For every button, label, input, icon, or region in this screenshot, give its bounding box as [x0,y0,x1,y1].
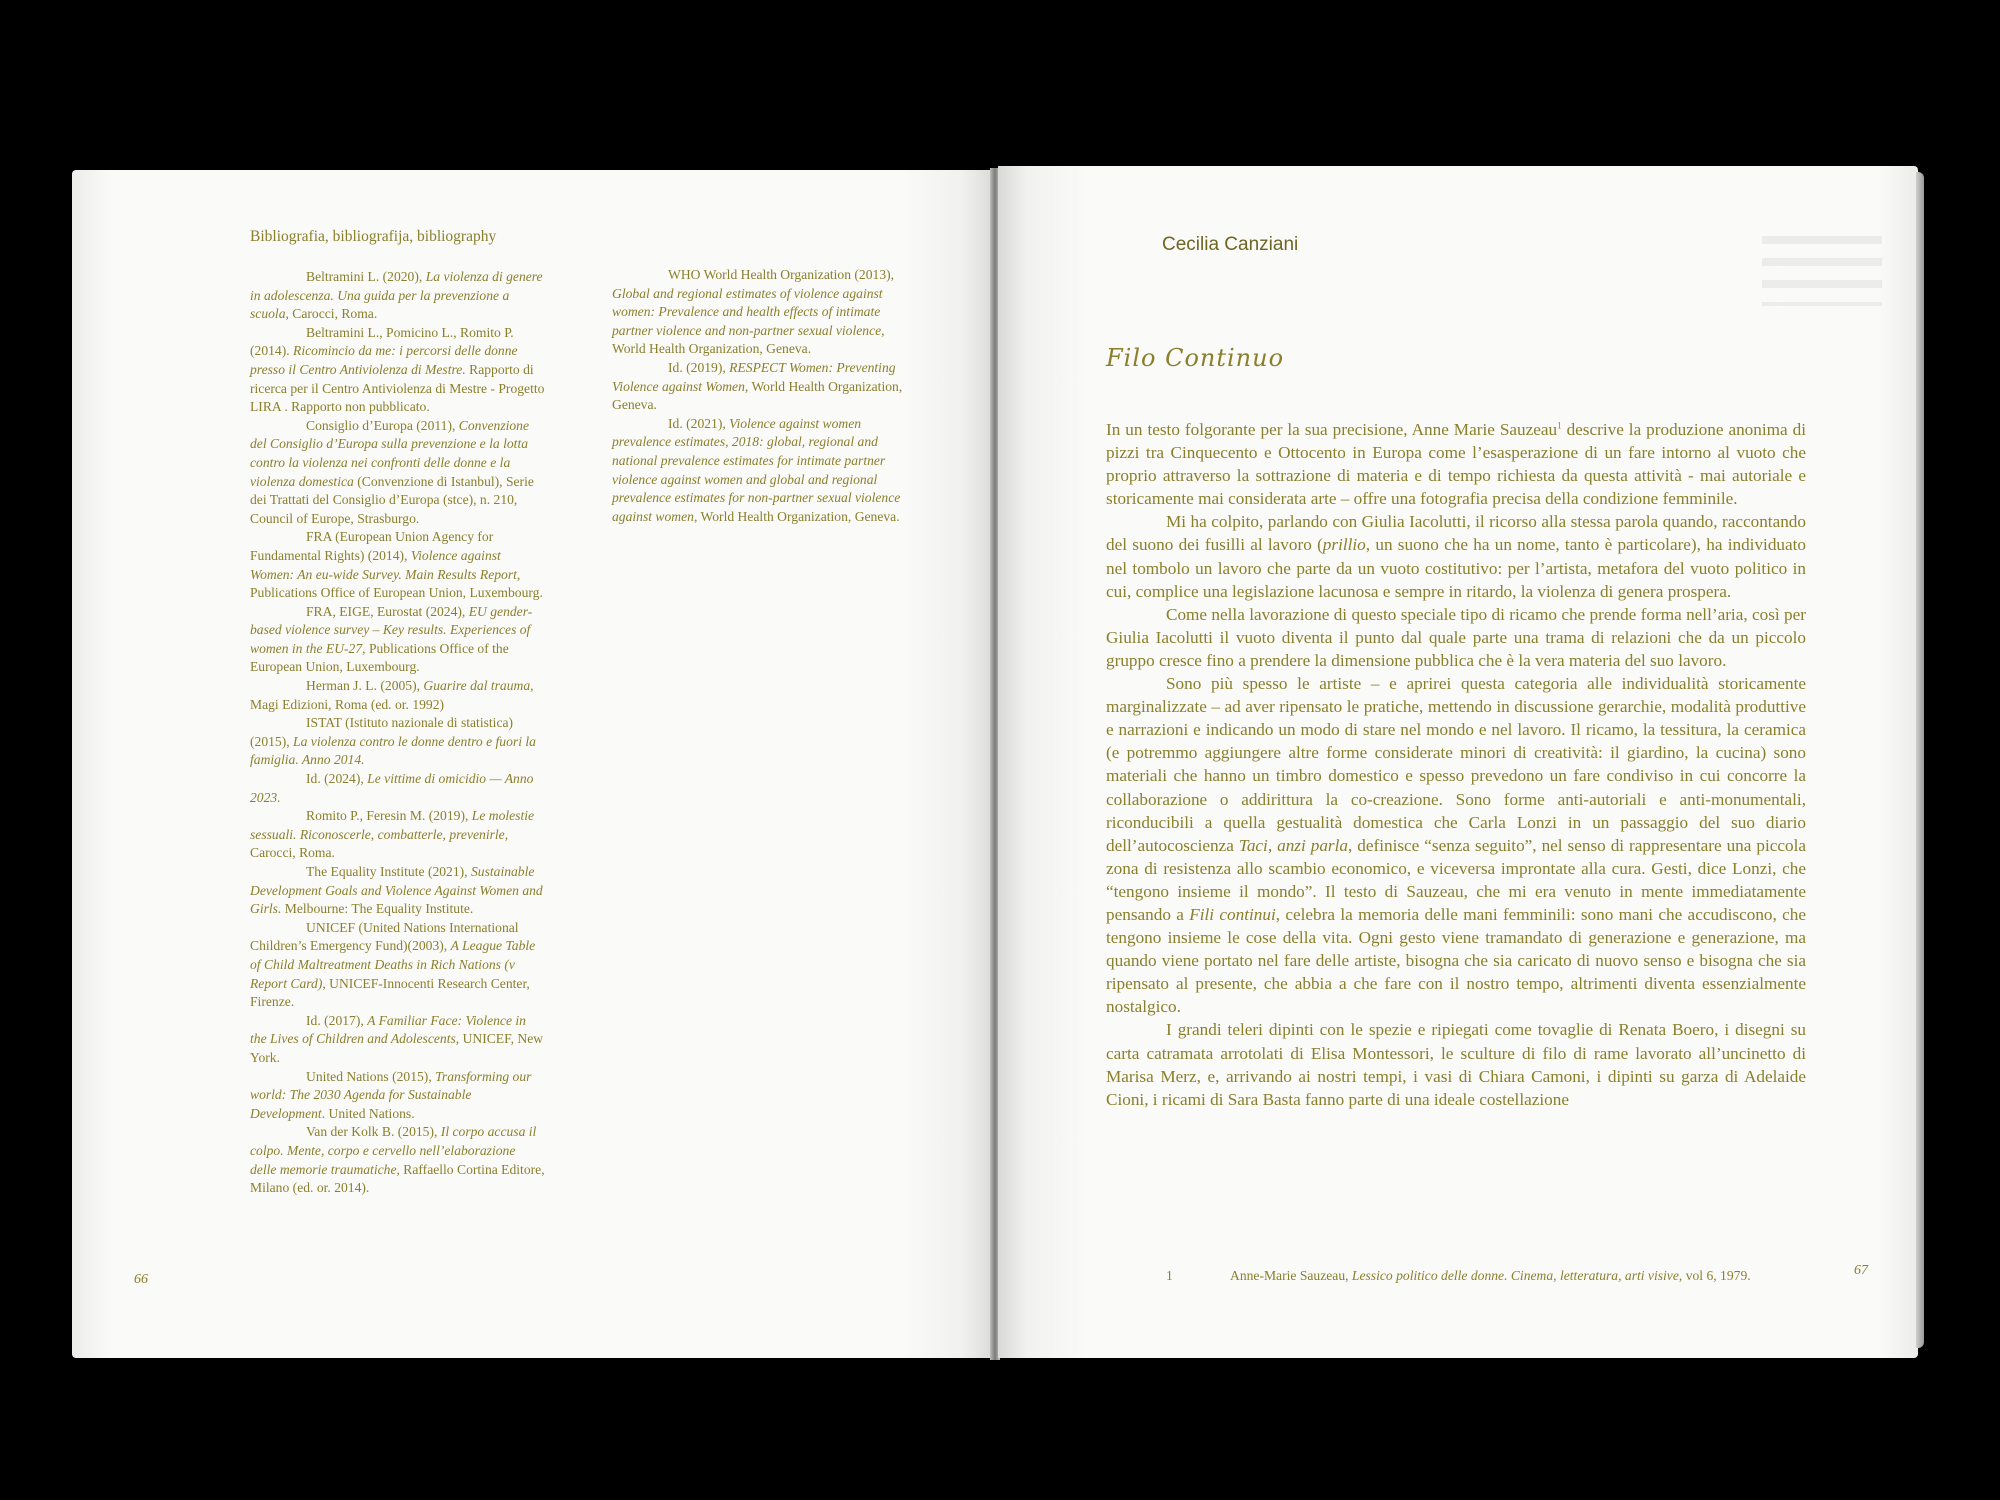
paragraph-text: I grandi teleri dipinti con le spezie e ripiegati come tovaglie di Renata Boero, i disegni su carta catramata arrotolati di Elisa Montessori, le sculture di filo di rame lavorato all’uncinetto di Marisa Merz, e, arrivando ai nostri tempi, i vasi di Chiara Camoni, i dipinti su garza di Adelaide Cioni, i ricami di Sara Basta fanno parte di una ideale costellazione [1106,1020,1806,1109]
bib-publisher: , Carocci, Roma. [285,306,378,322]
bib-author: Id. (2021), [668,415,730,431]
bib-publisher: , Magi Edizioni, Roma (ed. or. 1992) [250,678,534,712]
paragraph-text: In un testo folgorante per la sua precisione, Anne Marie Sauzeau [1106,420,1558,439]
bib-publisher: , Publications Office of the European Union, Luxembourg. [250,640,509,675]
bib-author: Van der Kolk B. (2015), [306,1124,441,1140]
bibliography-column-2 [612,266,907,526]
paragraph-text: Come nella lavorazione di questo speciale tipo di ricamo che prende forma nell’aria, così per Giulia Iacolutti il vuoto diventa il punto dal quale parte una trama di relazioni che da un piccolo gruppo cresce fino a prendere la dimensione pubblica che è la vera materia del suo lavoro. [1106,604,1806,670]
footnote-text-before: Anne-Marie Sauzeau, [1230,1268,1352,1283]
bib-publisher: , Publications Office of European Union, Luxembourg. [250,566,543,601]
bibliography-entry [250,1123,545,1197]
bib-author: United Nations (2015), [306,1068,436,1084]
bib-title: Violence against women prevalence estimates, 2018: global, regional and national prevalence estimates for intimate partner violence against women and global and regional prevalence estimates for non-partner sexual violence against women [612,415,901,524]
bib-publisher: , UNICEF, New York. [250,1031,544,1065]
bibliography-entry [250,770,545,807]
bib-title: Ricomincio da me: i percorsi delle donne presso il Centro Antiviolenza di Mestre. [250,343,518,377]
footnote-text-after: , vol 6, 1979. [1678,1268,1751,1283]
bib-title: Transforming our world: The 2030 Agenda for Sustainable Development [250,1068,532,1121]
bib-author: FRA, EIGE, Eurostat (2024), [306,603,469,619]
bib-publisher: Rapporto di ricerca per il Centro Antiviolenza di Mestre - Progetto LIRA . Rapporto non pubblicato. [250,361,545,415]
running-head: Bibliografia, bibliografija, bibliography [250,228,497,245]
bib-author: WHO World Health Organization (2013), [668,267,895,282]
paragraph-text: , un suono che ha un nome, tanto è particolare), ha individuato nel tombolo un lavoro che parte da un vuoto costitutivo: per l’artista, metafora del vuoto politico in cui, complice una legislazione lacunosa e sempre in ritardo, la violenza di genera prospera. [1106,535,1806,601]
article-paragraph [1106,672,1806,1018]
bib-title: La violenza di genere in adolescenza. Una guida per la prevenzione a scuola [250,269,543,322]
bibliography-entry [612,359,907,415]
bib-publisher: . United Nations. [321,1105,415,1121]
bib-publisher: , World Health Organization, Geneva. [612,322,885,357]
bib-title: A Familiar Face: Violence in the Lives of Children and Adolescents [250,1012,526,1047]
bibliography-entry [250,1012,545,1068]
bibliography-entry [612,415,907,527]
bibliography-entry [250,863,545,919]
bib-publisher: , World Health Organization, Geneva. [612,378,903,413]
left-page [72,170,992,1358]
bib-author: UNICEF (United Nations International Children’s Emergency Fund)(2003), [250,919,519,954]
bib-publisher: , World Health Organization, Geneva. [693,508,900,524]
bib-author: Id. (2024), [306,771,368,787]
bib-title: Il corpo accusa il colpo. Mente, corpo e cervello nell’elaborazione delle memorie traumatiche [250,1124,537,1177]
paragraph-text: , definisce “senza seguito”, nel senso di rappresentare una piccola zona di resistenza allo scambio economico, e viceversa improntate alla cura. Gesti, dice Lonzi, che “tengono insieme il mondo”. Il testo di Sauzeau, che mi era venuto in mente immediatamente pensando a [1106,835,1807,924]
bib-title: Le molestie sessuali. Riconoscerle, combatterle, prevenirle [250,808,535,842]
show-through-text [1762,236,1882,306]
footnote-number: 1 [1166,1268,1173,1283]
bib-author: The Equality Institute (2021), [306,864,471,879]
bibliography-entry [250,919,545,1012]
italic-title: prillio [1322,535,1366,555]
page-edge [1916,172,1924,1348]
bib-title: La violenza contro le donne dentro e fuori la famiglia. Anno 2014. [250,733,536,768]
bibliography-entry [250,1068,545,1124]
bib-author: Id. (2017), [306,1012,368,1028]
bibliography-entry [250,324,545,417]
bib-author: FRA (European Union Agency for Fundamental Rights) (2014), [250,529,494,563]
bib-author: Herman J. L. (2005), [306,678,424,694]
bibliography-entry [250,603,545,677]
footnote-title: Lessico politico delle donne. Cinema, letteratura, arti visive [1351,1268,1679,1283]
italic-title: Taci, anzi parla [1238,835,1348,855]
paragraph-text: descrive la produzione anonima di pizzi tra Cinquecento e Ottocento in Europa come l’esasperazione di un fare intorno al vuoto che proprio attraverso la sottrazione di materia e di tempo richiesta da questa attività - mai autoriale e storicamente mai considerata arte – offre una fotografia precisa della condizione femminile. [1106,420,1806,509]
italic-title: Fili continui [1189,904,1276,924]
paragraph-text: Mi ha colpito, parlando con Giulia Iacolutti, il ricorso alla stessa parola quando, raccontando del suono dei fusilli al lavoro ( [1106,512,1806,555]
bib-author: Consiglio d’Europa (2011), [306,417,459,433]
article-body [1106,418,1806,1111]
bib-title: A League Table of Child Maltreatment Deaths in Rich Nations (v Report Card) [250,938,536,991]
bibliography-entry [250,677,545,714]
bib-author: Id. (2019), [668,359,730,375]
bib-title: Sustainable Development Goals and Violence Against Women and Girls. [250,864,543,917]
bib-title: Violence against Women: An eu-wide Survey. Main Results Report [250,547,517,582]
article-paragraph [1106,603,1806,672]
article-paragraph [1106,1018,1806,1110]
paragraph-text: , celebra la memoria delle mani femminili: sono mani che accudiscono, che tengono insieme le cose della vita. Ogni gesto viene tramandato di generazione e generazione, ma quando viene portato nel fare delle artiste, bisogna che sia caricato di nuovo senso e bisogna che sia ripensato al presente, che abbia a che fare con il nostro tempo, altrimenti diventa essenzialmente nostalgico. [1106,904,1806,1017]
article-paragraph [1106,510,1806,602]
bibliography-entry [250,714,545,770]
bib-publisher: , Carocci, Roma. [250,826,509,861]
bib-title: EU gender-based violence survey – Key results. Experiences of women in the EU-27 [250,603,533,656]
bib-title: Convenzione del Consiglio d’Europa sulla prevenzione e la lotta contro la violenza nei confronti delle donne e la violenza domestica [250,417,530,489]
article-paragraph [1106,418,1806,510]
bib-author: Beltramini L., Pomicino L., Romito P. (2014). [250,324,514,359]
bib-author: ISTAT (Istituto nazionale di statistica) (2015), [250,715,514,749]
bib-publisher: Melbourne: The Equality Institute. [281,901,474,917]
footnote-ref: 1 [1557,420,1562,431]
bib-author: Beltramini L. (2020), [306,269,426,284]
bibliography-entry [250,528,545,602]
bibliography-entry [250,807,545,863]
paragraph-text: Sono più spesso le artiste – e aprirei questa categoria alle individualità storicamente marginalizzate – ad aver ripensato le pratiche, mettendo in discussione gerarchie, modalità produttive e narrazioni e indicando un modo di stare nel mondo e nel lavoro. Il ricamo, la tessitura, la ceramica (e potremmo aggiungere altre forme considerate minori di creatività: il giardino, la cucina) sono materiali che hanno un timbro domestico e spesso prevedono un fare condiviso in cui concorre la collaborazione o addirittura la co-creazione. Sono forme anti-autoriali e anti-monumentali, riconducibili a quella gestualità domestica che Carla Lonzi in un passaggio del suo diario dell’autocoscienza [1106,674,1806,855]
bib-title: Le vittime di omicidio — Anno 2023. [250,771,534,805]
bibliography-column-1 [250,268,545,1198]
author-name: Cecilia Canziani [1162,234,1299,255]
bib-title: RESPECT Women: Preventing Violence against Women [612,359,896,394]
page-number-left: 66 [134,1272,148,1287]
bib-publisher: , UNICEF-Innocenti Research Center, Firenze. [250,975,530,1010]
page-number-right: 67 [1854,1263,1868,1278]
article-title: Filo Continuo [1106,344,1285,372]
bib-publisher: , Raffaello Cortina Editore, Milano (ed. or. 2014). [250,1161,545,1196]
bibliography-entry [250,268,545,324]
bib-title: Guarire dal trauma [423,678,531,694]
bib-title: Global and regional estimates of violence against women: Prevalence and health effects of intimate partner violence and non-partner sexual violence [612,285,883,338]
bibliography-entry [250,417,545,529]
footnote [1166,1268,1751,1284]
bibliography-entry [612,266,907,359]
right-page [998,166,1918,1358]
bib-publisher: (Convenzione di Istanbul), Serie dei Trattati del Consiglio d’Europa (stce), n. 210, Council of Europe, Strasburgo. [250,473,534,526]
bib-author: Romito P., Feresin M. (2019), [306,808,472,824]
